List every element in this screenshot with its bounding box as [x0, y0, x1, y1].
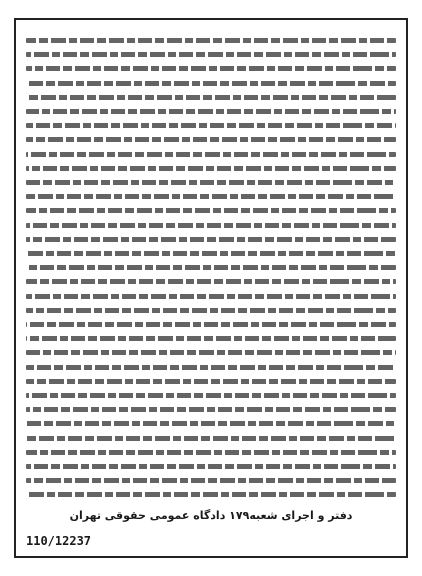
body-text-line: [26, 251, 396, 256]
body-text-line: [26, 464, 396, 469]
body-text-line: [26, 137, 396, 142]
body-text-line: [26, 336, 396, 341]
body-text-line: [26, 308, 396, 313]
body-text-line: [26, 365, 396, 370]
body-text-line: [26, 322, 396, 327]
body-text-line: [26, 237, 396, 242]
body-text-line: [26, 95, 396, 100]
body-text-line: [26, 166, 396, 171]
body-text-line: [26, 294, 396, 299]
notice-footer: دفتر و اجرای شعبه۱۷۹ دادگاه عمومی حقوقی تهران: [69, 509, 353, 522]
body-text-line: [26, 350, 396, 355]
body-text-line: [26, 123, 396, 128]
body-text-line: [26, 279, 396, 284]
body-text-line: [26, 450, 396, 455]
body-text-line: [26, 421, 396, 426]
body-text-line: [26, 407, 396, 412]
body-text-line: [26, 223, 396, 228]
body-text-line: [26, 180, 396, 185]
body-text-line: [26, 66, 396, 71]
body-text-line: [26, 38, 396, 43]
body-text-line: [26, 492, 396, 497]
body-text-line: [26, 379, 396, 384]
auction-notice: [14, 18, 408, 558]
body-text-line: [26, 265, 396, 270]
body-text-line: [26, 52, 396, 57]
body-text-line: [26, 152, 396, 157]
body-text-line: [26, 109, 396, 114]
body-text-line: [26, 393, 396, 398]
notice-body-text: [26, 34, 396, 506]
body-text-line: [26, 81, 396, 86]
body-text-line: [26, 478, 396, 483]
body-text-line: [26, 208, 396, 213]
notice-reference-number: 110/12237: [26, 534, 92, 548]
body-text-line: [26, 194, 396, 199]
body-text-line: [26, 436, 396, 441]
